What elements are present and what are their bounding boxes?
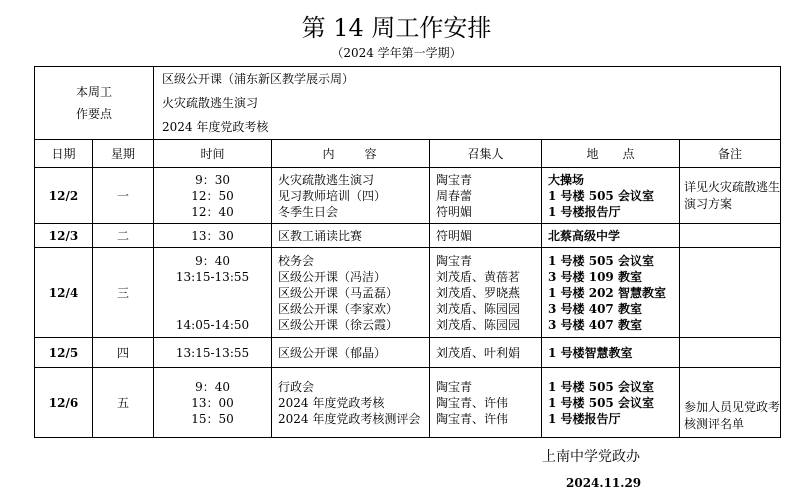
weekday-cell: 五	[93, 368, 154, 438]
remark-cell: 参加人员见党政考核测评名单	[680, 368, 781, 438]
header-day: 星期	[93, 140, 154, 168]
location-cell: 大操场 1 号楼 505 会议室 1 号楼报告厅	[542, 168, 680, 224]
remark-cell	[680, 248, 781, 338]
table-row	[35, 248, 781, 338]
date-cell: 12/6	[35, 368, 93, 438]
weekday-cell: 三	[93, 248, 154, 338]
time-cell: 9：40 13：00 15：50	[154, 368, 272, 438]
time-cell: 9：30 12：50 12：40	[154, 168, 272, 224]
time-cell: 13：30	[154, 224, 272, 248]
host-cell: 陶宝青 刘茂盾、黄蓓茗 刘茂盾、罗晓燕 刘茂盾、陈园园 刘茂盾、陈园园	[430, 248, 542, 338]
remark-cell: 详见火灾疏散逃生演习方案	[680, 168, 781, 224]
table-row	[35, 368, 781, 438]
location-cell: 1 号楼 505 会议室 1 号楼 505 会议室 1 号楼报告厅	[542, 368, 680, 438]
remark-cell	[680, 224, 781, 248]
location-cell: 1 号楼 505 会议室 3 号楼 109 教室 1 号楼 202 智慧教室 3 号楼 407 教室 3 号楼 407 教室	[542, 248, 680, 338]
content-cell: 火灾疏散逃生演习 见习教师培训（四） 冬季生日会	[272, 168, 430, 224]
location-cell: 1 号楼智慧教室	[542, 338, 680, 368]
host-cell: 刘茂盾、叶利娟	[430, 338, 542, 368]
weekday-cell: 一	[93, 168, 154, 224]
header-location: 地 点	[542, 140, 680, 168]
remark-cell	[680, 338, 781, 368]
header-content: 内 容	[272, 140, 430, 168]
semester-subtitle: （2024 学年第一学期）	[331, 46, 462, 60]
focus-item: 火灾疏散逃生演习	[162, 96, 259, 110]
weekday-cell: 二	[93, 224, 154, 248]
content-cell: 区教工诵读比赛	[272, 224, 430, 248]
header-date: 日期	[35, 140, 93, 168]
content-cell: 区级公开课（郁晶）	[272, 338, 430, 368]
location-cell: 北蔡高级中学	[542, 224, 680, 248]
focus-label: 本周工 作要点	[35, 67, 154, 140]
schedule-table	[34, 66, 781, 438]
header-row	[35, 140, 781, 168]
content-cell: 行政会 2024 年度党政考核 2024 年度党政考核测评会	[272, 368, 430, 438]
host-cell: 陶宝青 周春蕾 符明媚	[430, 168, 542, 224]
host-cell: 陶宝青 陶宝青、许伟 陶宝青、许伟	[430, 368, 542, 438]
date-cell: 12/3	[35, 224, 93, 248]
weekday-cell: 四	[93, 338, 154, 368]
footer-date: 2024.11.29	[566, 476, 642, 490]
table-row	[35, 338, 781, 368]
date-cell: 12/4	[35, 248, 93, 338]
table-row	[35, 224, 781, 248]
focus-item: 区级公开课（浦东新区教学展示周）	[162, 72, 355, 86]
focus-items	[154, 67, 781, 140]
footer-org: 上南中学党政办	[542, 449, 640, 465]
header-host: 召集人	[430, 140, 542, 168]
date-cell: 12/5	[35, 338, 93, 368]
header-remark: 备注	[680, 140, 781, 168]
host-cell: 符明媚	[430, 224, 542, 248]
content-cell: 校务会 区级公开课（冯洁） 区级公开课（马孟磊） 区级公开课（李家欢） 区级公开课（徐云霞）	[272, 248, 430, 338]
time-cell: 13:15-13:55	[154, 338, 272, 368]
page-title: 第 14 周工作安排	[301, 14, 492, 42]
focus-item: 2024 年度党政考核	[162, 120, 269, 134]
table-row	[35, 168, 781, 224]
header-time: 时间	[154, 140, 272, 168]
focus-row	[35, 67, 781, 140]
time-cell: 9：40 13:15-13:55 14:05-14:50	[154, 248, 272, 338]
date-cell: 12/2	[35, 168, 93, 224]
